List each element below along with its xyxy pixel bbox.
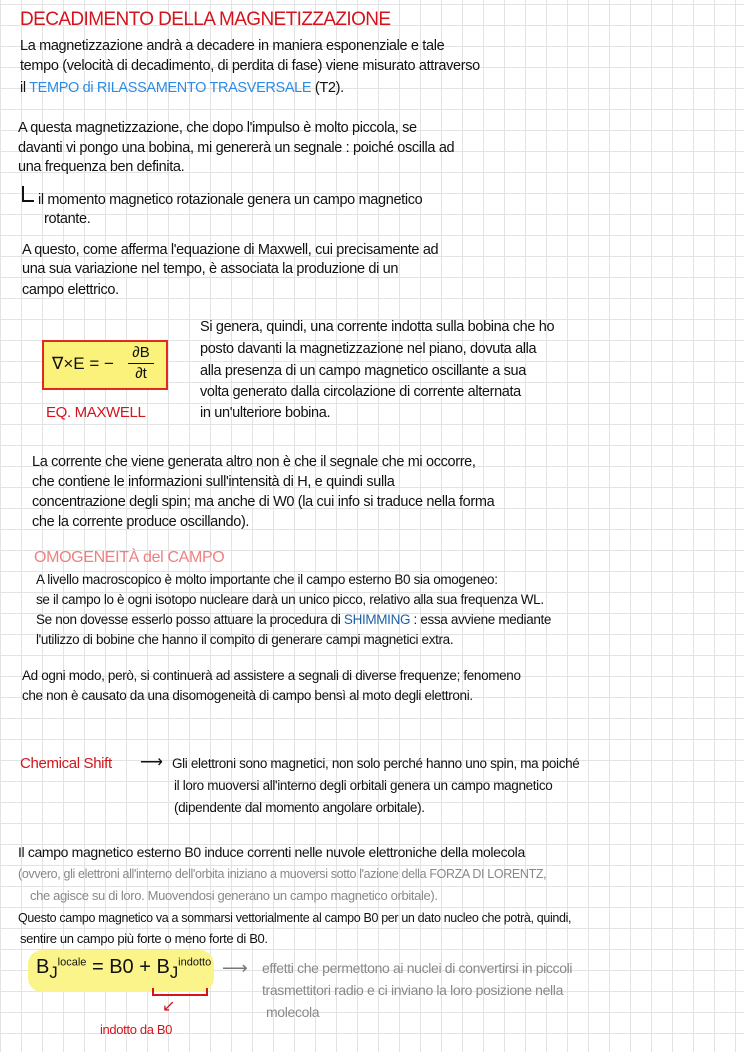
text-line: alla presenza di un campo magnetico oscillante a sua — [200, 363, 526, 379]
local-field-formula — [36, 956, 211, 983]
arrow-hook-icon — [22, 186, 34, 202]
text-line: che agisce su di loro. Muovendosi generano un campo magnetico orbitale). — [30, 888, 438, 903]
arrow-right-icon: ⟶ — [140, 754, 163, 771]
text-line: Si genera, quindi, una corrente indotta sulla bobina che ho — [200, 319, 555, 335]
text-line: Gli elettroni sono magnetici, non solo perché hanno uno spin, ma poiché — [172, 756, 580, 771]
numerator: ∂B — [132, 344, 150, 361]
text-line: La corrente che viene generata altro non è che il segnale che mi occorre, — [32, 454, 476, 470]
maxwell-fraction — [128, 343, 154, 384]
chemical-shift-label: Chemical Shift — [20, 755, 112, 772]
text-line: una sua variazione nel tempo, è associata la produzione di un — [22, 261, 399, 277]
superscript: locale — [57, 956, 87, 969]
highlight-term: TEMPO di RILASSAMENTO TRASVERSALE — [29, 80, 312, 96]
text-line: A livello macroscopico è molto importante che il campo esterno B0 sia omogeneo: — [36, 572, 498, 587]
text-line: La magnetizzazione andrà a decadere in maniera esponenziale e tale — [20, 38, 445, 54]
underbrace — [152, 988, 208, 996]
page-title: DECADIMENTO DELLA MAGNETIZZAZIONE — [20, 9, 391, 30]
text-line: il loro muoversi all'interno degli orbitali genera un campo magnetico — [174, 778, 553, 793]
text-line: A questa magnetizzazione, che dopo l'impulso è molto piccola, se — [18, 120, 417, 136]
symbol: B — [36, 956, 50, 978]
annotation: indotto da B0 — [100, 1022, 173, 1037]
text-line: in un'ulteriore bobina. — [200, 405, 331, 421]
text-line: che la corrente produce oscillando). — [32, 514, 250, 530]
text-line — [20, 78, 344, 98]
arrow-right-icon: ⟶ — [222, 958, 248, 978]
text-line: molecola — [266, 1004, 320, 1020]
text-line: che non è causato da una disomogeneità di campo bensì al moto degli elettroni. — [22, 688, 473, 703]
text-line: che contiene le informazioni sull'intensità di H, e quindi sulla — [32, 474, 395, 490]
text-line: A questo, come afferma l'equazione di Maxwell, cui precisamente ad — [22, 242, 439, 258]
text-line: tempo (velocità di decadimento, di perdita di fase) viene misurato attraverso — [20, 58, 480, 74]
text-line: l'utilizzo di bobine che hanno il compito di generare campi magnetici extra. — [36, 632, 454, 647]
text-line: trasmettitori radio e ci inviano la loro posizione nella — [262, 982, 564, 998]
text-line: Il campo magnetico esterno B0 induce correnti nelle nuvole elettroniche della molecola — [18, 844, 525, 860]
text-line: se il campo lo è ogni isotopo nucleare darà un unico picco, relativo alla sua frequenza WL. — [36, 592, 544, 607]
text-line: sentire un campo più forte o meno forte di B0. — [20, 931, 268, 946]
text-line: rotante. — [44, 211, 91, 227]
text: Se non dovesse esserlo posso attuare la procedura di — [36, 612, 341, 627]
text-line: Ad ogni modo, però, si continuerà ad assistere a segnali di diverse frequenze; fenomeno — [22, 668, 521, 683]
text-line: una frequenza ben definita. — [18, 159, 185, 175]
text-line: volta generato dalla circolazione di corrente alternata — [200, 384, 521, 400]
text-line: (ovvero, gli elettroni all'interno dell'orbita iniziano a muoversi sotto l'azione della FORZA DI LORENTZ, — [18, 867, 547, 881]
text: il — [20, 80, 26, 96]
text: : essa avviene mediante — [413, 612, 552, 627]
superscript: indotto — [178, 956, 212, 969]
text-line: Questo campo magnetico va a sommarsi vettorialmente al campo B0 per un dato nucleo che potrà, quindi, — [18, 911, 572, 925]
text-line: (dipendente dal momento angolare orbitale). — [174, 800, 425, 815]
text-line: concentrazione degli spin; ma anche di W0 (la cui info si traduce nella forma — [32, 494, 495, 510]
maxwell-label: EQ. MAXWELL — [46, 404, 146, 421]
text-line: campo elettrico. — [22, 282, 119, 298]
highlight-term: SHIMMING — [343, 612, 411, 627]
arrow-down-icon: ↙ — [162, 998, 176, 1015]
text-line: posto davanti la magnetizzazione nel piano, dovuta alla — [200, 341, 537, 357]
symbol: = B0 + — [86, 956, 157, 978]
text-line: effetti che permettono ai nuclei di convertirsi in piccoli — [262, 960, 573, 976]
text-line: il momento magnetico rotazionale genera un campo magnetico — [38, 192, 423, 208]
text-line: davanti vi pongo una bobina, mi genererà un segnale : poiché oscilla ad — [18, 140, 455, 156]
maxwell-equation-lhs: ∇×E = − — [52, 354, 114, 373]
subscript: J — [49, 963, 58, 982]
symbol: B — [156, 956, 170, 978]
denominator: ∂t — [135, 365, 147, 382]
text-line — [36, 610, 551, 630]
text: (T2). — [314, 80, 344, 96]
section-heading: OMOGENEITÀ del CAMPO — [34, 549, 225, 566]
subscript: J — [169, 963, 179, 982]
